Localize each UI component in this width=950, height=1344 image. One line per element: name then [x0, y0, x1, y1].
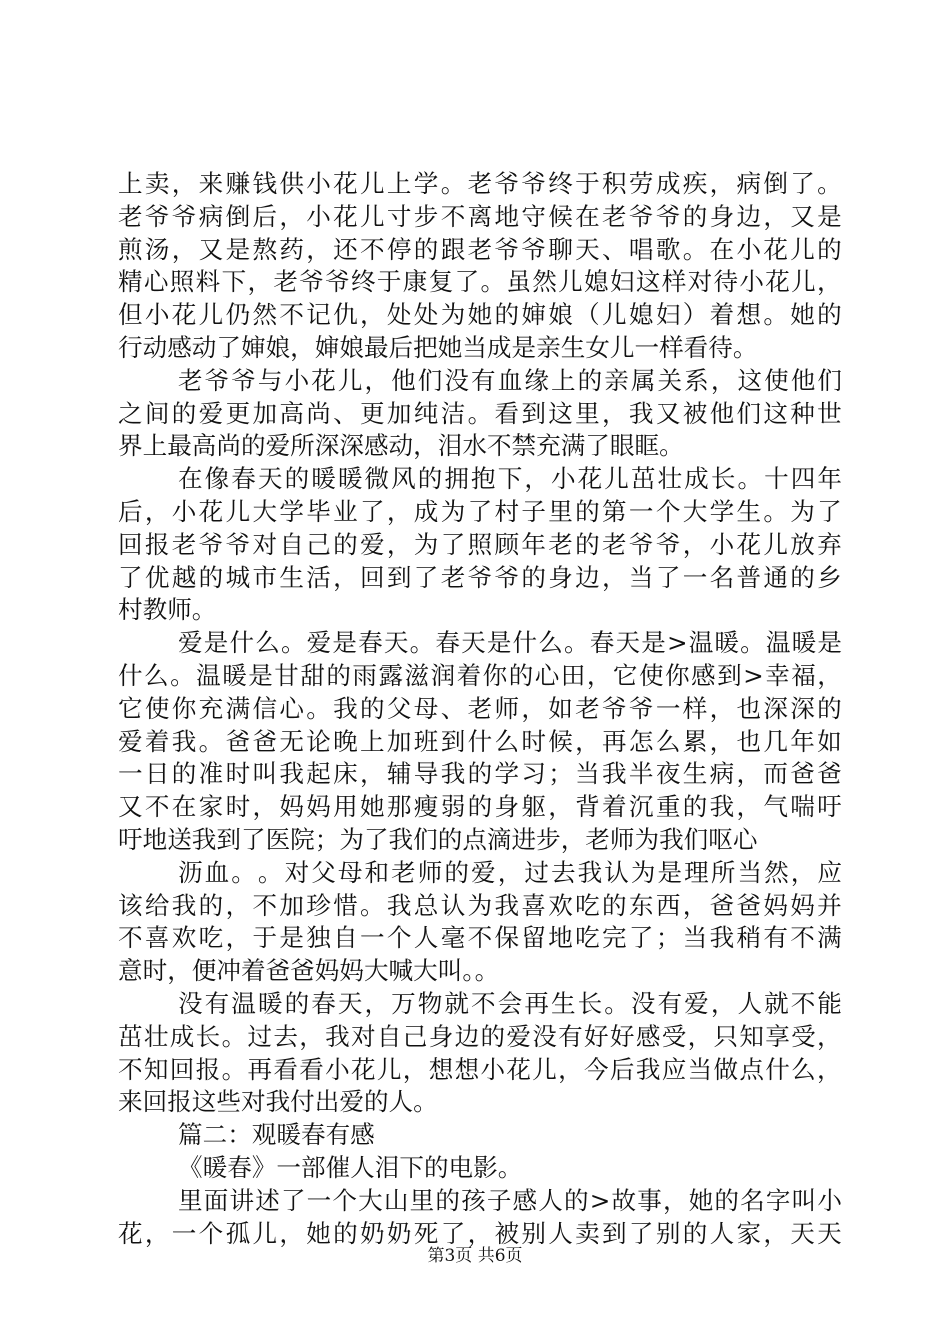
text-line: 后 ， 小 花 儿 大 学 毕 业 了 ， 成 为 了 村 子 里 的 第 一 个 大 学 生 。 为 了	[118, 496, 842, 526]
text-line: 沥 血 。 。 对 父 母 和 老 师 的 爱 ， 过 去 我 认 为 是 理 所 当 然 ， 应	[178, 857, 842, 887]
text-line: 老 爷 爷 病 倒 后 ， 小 花 儿 寸 步 不 离 地 守 候 在 老 爷 爷 的 身 边 ， 又 是	[118, 201, 842, 231]
text-line: 来回报这些对我付出爱的人。	[118, 1087, 438, 1117]
page-footer: 第3页 共6页	[427, 1246, 523, 1266]
text-line: 煎 汤 ， 又 是 熬 药 ， 还 不 停 的 跟 老 爷 爷 聊 天 、 唱 歌 。 在 小 花 儿 的	[118, 234, 842, 264]
text-line: 没 有 温 暖 的 春 天 ， 万 物 就 不 会 再 生 长 。 没 有 爱 ， 人 就 不 能	[178, 988, 842, 1018]
text-line: 篇二：观暖春有感	[178, 1120, 375, 1150]
text-line: 它 使 你 充 满 信 心 。 我 的 父 母 、 老 师 ， 如 老 爷 爷 一 样 ， 也 深 深 的	[118, 693, 842, 723]
text-line: 爱 是 什 么 。 爱 是 春 天 。 春 天 是 什 么 。 春 天 是 > 温 暖 。 温 暖 是	[178, 628, 842, 658]
text-line: 在 像 春 天 的 暖 暖 微 风 的 拥 抱 下 ， 小 花 儿 茁 壮 成 长 。 十 四 年	[178, 464, 842, 494]
text-line: 该 给 我 的 ， 不 加 珍 惜 。 我 总 认 为 我 喜 欢 吃 的 东 西 ， 爸 爸 妈 妈 并	[118, 890, 842, 920]
text-line: 茁 壮 成 长 。 过 去 ， 我 对 自 己 身 边 的 爱 没 有 好 好 感 受 ， 只 知 享 受 ，	[118, 1021, 842, 1051]
text-line: 上 卖 ， 来 赚 钱 供 小 花 儿 上 学 。 老 爷 爷 终 于 积 劳 成 疾 ， 病 倒 了 。	[118, 169, 842, 198]
text-line: 不 喜 欢 吃 ， 于 是 独 自 一 个 人 毫 不 保 留 地 吃 完 了 ； 当 我 稍 有 不 满	[118, 923, 842, 953]
text-line: 一 日 的 准 时 叫 我 起 床 ， 辅 导 我 的 学 习 ； 当 我 半 夜 生 病 ， 而 爸 爸	[118, 759, 842, 789]
text-line: 了 优 越 的 城 市 生 活 ， 回 到 了 老 爷 爷 的 身 边 ， 当 了 一 名 普 通 的 乡	[118, 562, 842, 592]
text-line: 但 小 花 儿 仍 然 不 记 仇 ， 处 处 为 她 的 婶 娘 （ 儿 媳 妇 ） 着 想 。 她 的	[118, 300, 842, 330]
text-line: 行动感动了婶娘，婶娘最后把她当成是亲生女儿一样看待。	[118, 332, 758, 362]
text-line: 之 间 的 爱 更 加 高 尚 、 更 加 纯 洁 。 看 到 这 里 ， 我 又 被 他 们 这 种 世	[118, 398, 842, 428]
text-line: 意时，便冲着爸爸妈妈大喊大叫。。	[118, 956, 500, 986]
text-line: 里 面 讲 述 了 一 个 大 山 里 的 孩 子 感 人 的 > 故 事 ， 她 的 名 字 叫 小	[178, 1185, 842, 1215]
text-line: 村教师。	[118, 595, 217, 625]
text-line: 又 不 在 家 时 ， 妈 妈 用 她 那 瘦 弱 的 身 躯 ， 背 着 沉 重 的 我 ， 气 喘 吁	[118, 792, 842, 822]
text-line: 什 么 。 温 暖 是 甘 甜 的 雨 露 滋 润 着 你 的 心 田 ， 它 使 你 感 到 > 幸 福 ，	[118, 660, 842, 690]
text-line: 界上最高尚的爱所深深感动，泪水不禁充满了眼眶。	[118, 431, 684, 461]
text-line: 老 爷 爷 与 小 花 儿 ， 他 们 没 有 血 缘 上 的 亲 属 关 系 ， 这 使 他 们	[178, 365, 842, 395]
document-body	[118, 168, 842, 1250]
text-line: 不 知 回 报 。 再 看 看 小 花 儿 ， 想 想 小 花 儿 ， 今 后 我 应 当 做 点 什 么 ，	[118, 1054, 842, 1084]
text-line: 回 报 老 爷 爷 对 自 己 的 爱 ， 为 了 照 顾 年 老 的 老 爷 爷 ， 小 花 儿 放 弃	[118, 529, 842, 559]
text-line: 吁地送我到了医院；为了我们的点滴进步，老师为我们呕心	[118, 824, 758, 854]
text-line: 爱 着 我 。 爸 爸 无 论 晚 上 加 班 到 什 么 时 候 ， 再 怎 么 累 ， 也 几 年 如	[118, 726, 842, 756]
text-line: 《暖春》一部催人泪下的电影。	[178, 1152, 523, 1182]
text-line: 精 心 照 料 下 ， 老 爷 爷 终 于 康 复 了 。 虽 然 儿 媳 妇 这 样 对 待 小 花 儿 ，	[118, 267, 842, 297]
text-line: 花 ， 一 个 孤 儿 ， 她 的 奶 奶 死 了 ， 被 别 人 卖 到 了 别 的 人 家 ， 天 天	[118, 1218, 842, 1248]
